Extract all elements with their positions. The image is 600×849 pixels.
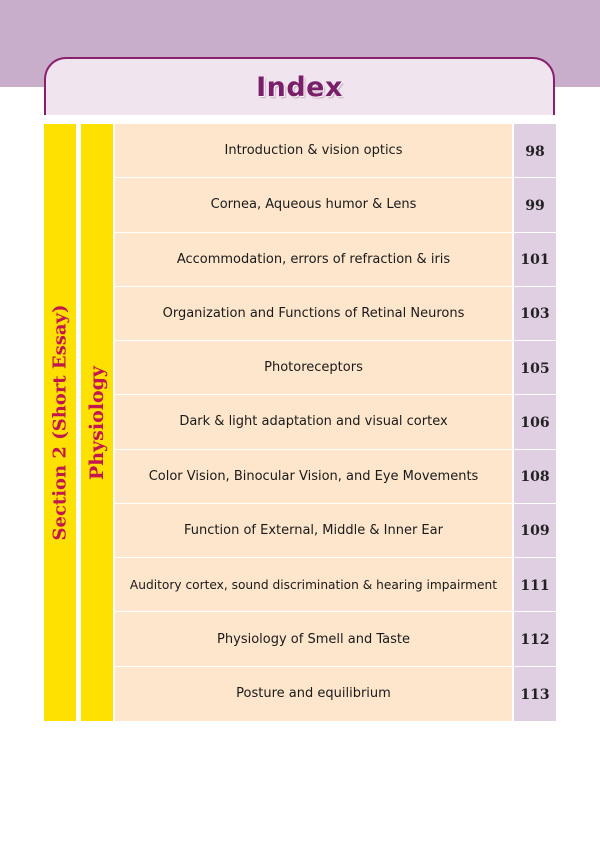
topic-title: Posture and equilibrium	[115, 667, 514, 721]
topic-title: Accommodation, errors of refraction & iris	[115, 233, 514, 286]
index-row[interactable]	[115, 667, 556, 721]
page-number: 109	[514, 504, 556, 557]
topic-title: Color Vision, Binocular Vision, and Eye Movements	[115, 450, 514, 503]
title-tab	[44, 57, 555, 115]
page-title: Index	[256, 71, 343, 103]
topic-title: Cornea, Aqueous humor & Lens	[115, 178, 514, 231]
page-number: 106	[514, 395, 556, 448]
topic-title: Organization and Functions of Retinal Neurons	[115, 287, 514, 340]
index-row[interactable]	[115, 395, 556, 449]
topic-title: Dark & light adaptation and visual cortex	[115, 395, 514, 448]
index-row[interactable]	[115, 124, 556, 178]
topic-title: Function of External, Middle & Inner Ear	[115, 504, 514, 557]
subject-label: Physiology	[86, 365, 109, 480]
page-number: 103	[514, 287, 556, 340]
section-label: Section 2 (Short Essay)	[49, 304, 71, 541]
index-row[interactable]	[115, 341, 556, 395]
page-number: 112	[514, 612, 556, 665]
section-column	[44, 124, 76, 721]
topic-title: Physiology of Smell and Taste	[115, 612, 514, 665]
index-row[interactable]	[115, 233, 556, 287]
page-number: 108	[514, 450, 556, 503]
index-row[interactable]	[115, 450, 556, 504]
index-row[interactable]	[115, 178, 556, 232]
index-table	[115, 124, 556, 721]
page-number: 105	[514, 341, 556, 394]
index-row[interactable]	[115, 612, 556, 666]
topic-title: Auditory cortex, sound discrimination & hearing impairment	[115, 558, 514, 611]
index-row[interactable]	[115, 287, 556, 341]
index-row[interactable]	[115, 558, 556, 612]
subject-column	[81, 124, 113, 721]
page-number: 113	[514, 667, 556, 721]
topic-title: Photoreceptors	[115, 341, 514, 394]
topic-title: Introduction & vision optics	[115, 124, 514, 177]
index-row[interactable]	[115, 504, 556, 558]
page-number: 99	[514, 178, 556, 231]
page-number: 101	[514, 233, 556, 286]
page-number: 98	[514, 124, 556, 177]
page-number: 111	[514, 558, 556, 611]
